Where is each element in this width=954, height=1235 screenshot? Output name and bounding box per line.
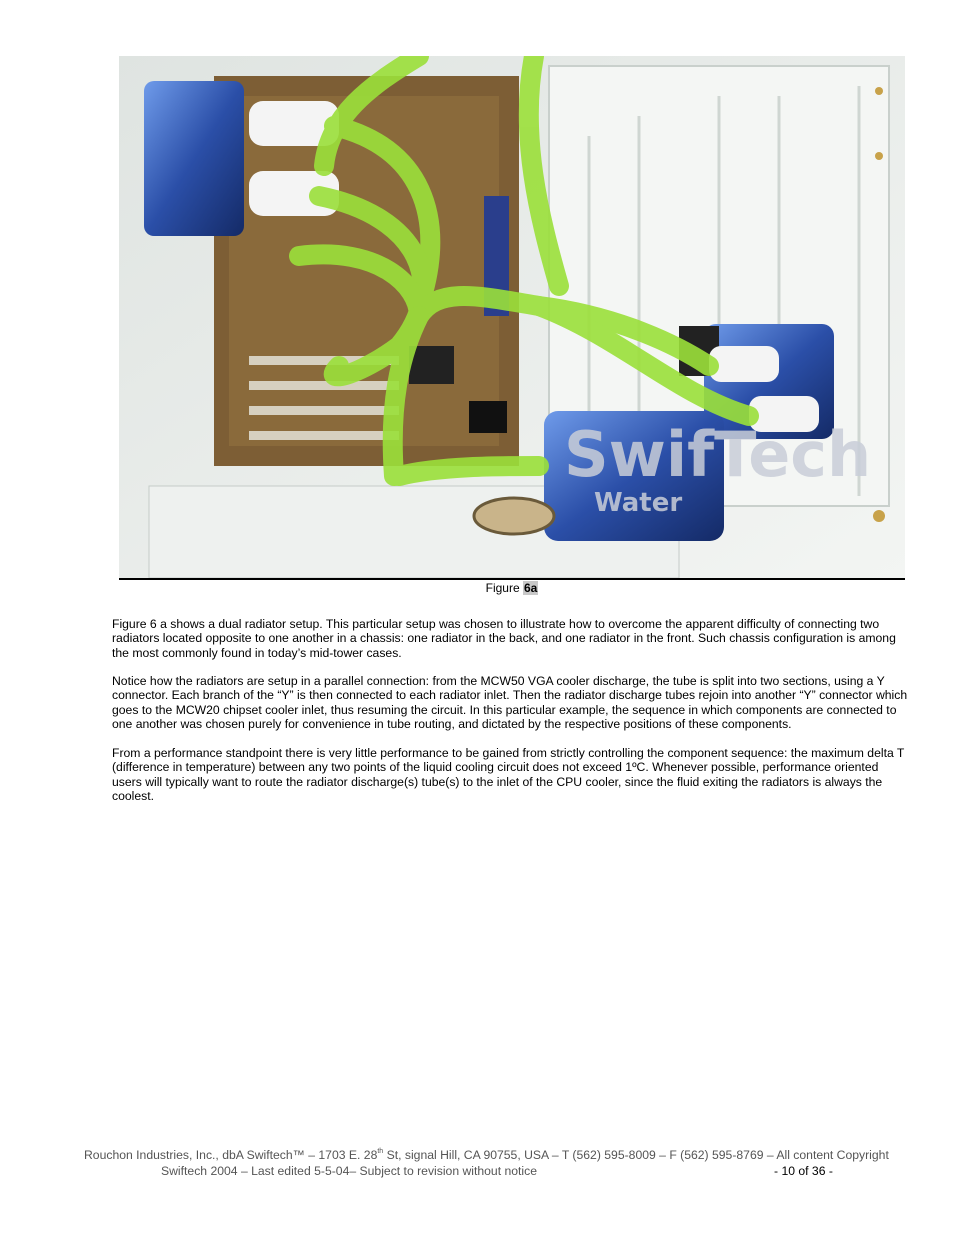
figure-rule: [119, 578, 905, 580]
page-number: - 10 of 36 -: [774, 1164, 833, 1178]
caption-prefix: Figure: [485, 581, 523, 595]
footer-line-1b: St, signal Hill, CA 90755, USA – T (562) 595-8009 – F (562) 595-8769 – All content Copyright: [383, 1148, 889, 1162]
caption-number: 6a: [524, 581, 538, 595]
photo-logo-sub: Water: [594, 488, 683, 518]
footer-line-1: [84, 1148, 889, 1162]
body-paragraph-2: Notice how the radiators are setup in a parallel connection: from the MCW50 VGA cooler discharge, the tube is split into two sections, using a Y connector. Each branch of the “Y” is then connected to each radiator inlet. Then the radiator discharge tubes rejoin into another “Y” connector which goes to the MCW20 chipset cooler inlet, thus resuming the circuit. In this particular example, the sequence in which components are connected to one another was chosen purely for convenience in tube routing, and dictated by the respective positions of these components.: [112, 674, 908, 732]
footer-line-1a: Rouchon Industries, Inc., dbA Swiftech™ – 1703 E. 28: [84, 1148, 378, 1162]
figure-caption: [0, 581, 954, 595]
body-paragraph-1: Figure 6 a shows a dual radiator setup. This particular setup was chosen to illustrate how to overcome the apparent difficulty of connecting two radiators located opposite to one another in a chassis: one radiator in the back, and one radiator in the front. Such chassis configuration is among the most commonly found in today’s mid-tower cases.: [112, 617, 896, 660]
photo-logo-text: SwifTech: [564, 418, 872, 491]
footer-line-2: Swiftech 2004 – Last edited 5-5-04– Subject to revision without notice: [161, 1164, 538, 1178]
figure-photo: [119, 56, 905, 578]
footer-sup: th: [377, 1148, 384, 1155]
body-paragraph-3: From a performance standpoint there is very little performance to be gained from strictly controlling the component sequence: the maximum delta T (difference in temperature) between any two points of the liquid cooling circuit does not exceed 1ºC. Whenever possible, performance oriented users will typically want to route the radiator discharge(s) tube(s) to the inlet of the CPU cooler, since the fluid exiting the radiators is always the coolest.: [112, 746, 905, 804]
